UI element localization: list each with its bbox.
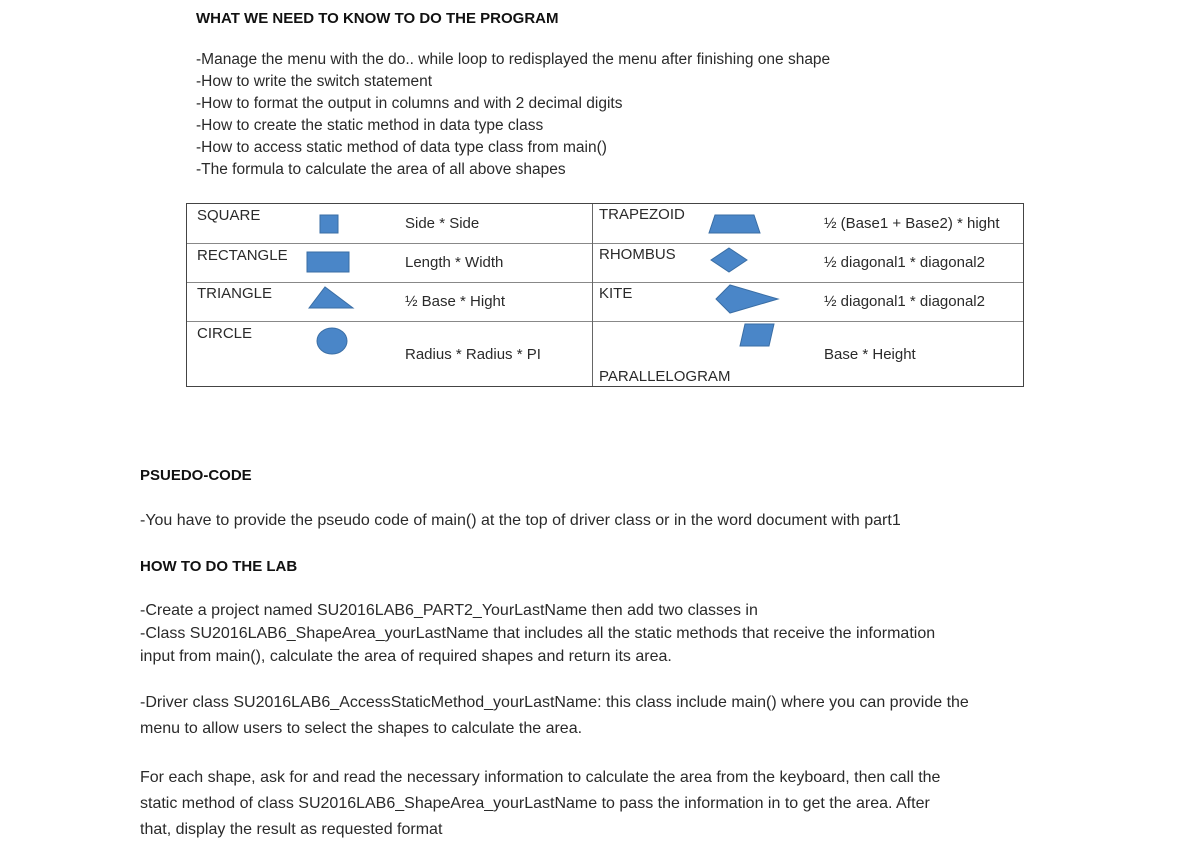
formula-triangle: ½ Base * Hight: [405, 293, 506, 310]
paragraph-driver-class: [140, 690, 969, 742]
paragraph-line: -Class SU2016LAB6_ShapeArea_yourLastName that includes all the static methods that receive the information: [140, 625, 936, 642]
list-item: -How to write the switch statement: [196, 73, 433, 90]
paragraph-create-project: [140, 599, 935, 668]
shape-name-rectangle: RECTANGLE: [197, 247, 288, 264]
shape-name-trapezoid: TRAPEZOID: [599, 206, 685, 223]
list-item: -How to create the static method in data type class: [196, 117, 544, 134]
formula-circle: Radius * Radius * PI: [405, 346, 541, 363]
formula-kite: ½ diagonal1 * diagonal2: [824, 293, 985, 310]
paragraph-line: that, display the result as requested format: [140, 821, 443, 838]
pseudo-code-text: -You have to provide the pseudo code of main() at the top of driver class or in the word document with part1: [140, 512, 901, 529]
formula-square: Side * Side: [405, 215, 480, 232]
list-item: -How to format the output in columns and with 2 decimal digits: [196, 95, 623, 112]
kite-icon: [700, 283, 780, 317]
list-item: -Manage the menu with the do.. while loop to redisplayed the menu after finishing one shape: [196, 51, 831, 68]
formula-trapezoid: ½ (Base1 + Base2) * hight: [824, 215, 1000, 232]
shapes-formula-table: [186, 203, 1024, 387]
list-item: -The formula to calculate the area of all above shapes: [196, 161, 566, 178]
shape-name-parallelogram: PARALLELOGRAM: [599, 368, 731, 385]
paragraph-line: -Create a project named SU2016LAB6_PART2_YourLastName then add two classes in: [140, 602, 758, 619]
formula-rhombus: ½ diagonal1 * diagonal2: [824, 254, 985, 271]
trapezoid-icon: [707, 214, 763, 236]
section-heading-what-we-need: WHAT WE NEED TO KNOW TO DO THE PROGRAM: [196, 10, 559, 27]
rhombus-icon: [710, 247, 750, 275]
formula-rectangle: Length * Width: [405, 254, 504, 271]
formula-parallelogram: Base * Height: [824, 346, 916, 363]
section-heading-how-to-do-lab: HOW TO DO THE LAB: [140, 558, 298, 575]
paragraph-line: -Driver class SU2016LAB6_AccessStaticMethod_yourLastName: this class include main() where you can provide the: [140, 694, 969, 711]
requirements-list: [196, 49, 830, 181]
shape-name-square: SQUARE: [197, 207, 261, 224]
paragraph-line: static method of class SU2016LAB6_ShapeArea_yourLastName to pass the information in to get the area. After: [140, 795, 930, 812]
paragraph-line: menu to allow users to select the shapes to calculate the area.: [140, 720, 583, 737]
paragraph-line: For each shape, ask for and read the necessary information to calculate the area from the keyboard, then call the: [140, 769, 941, 786]
rectangle-icon: [306, 251, 352, 275]
shape-name-rhombus: RHOMBUS: [599, 246, 676, 263]
section-heading-pseudo-code: PSUEDO-CODE: [140, 467, 252, 484]
shape-name-kite: KITE: [599, 285, 633, 302]
square-icon: [319, 214, 341, 236]
shape-name-circle: CIRCLE: [197, 325, 253, 342]
parallelogram-icon: [739, 323, 777, 349]
paragraph-line: input from main(), calculate the area of required shapes and return its area.: [140, 648, 672, 665]
triangle-icon: [307, 285, 357, 311]
list-item: -How to access static method of data type class from main(): [196, 139, 607, 156]
circle-icon: [316, 327, 350, 357]
shape-name-triangle: TRIANGLE: [197, 285, 273, 302]
paragraph-for-each-shape: [140, 765, 940, 843]
